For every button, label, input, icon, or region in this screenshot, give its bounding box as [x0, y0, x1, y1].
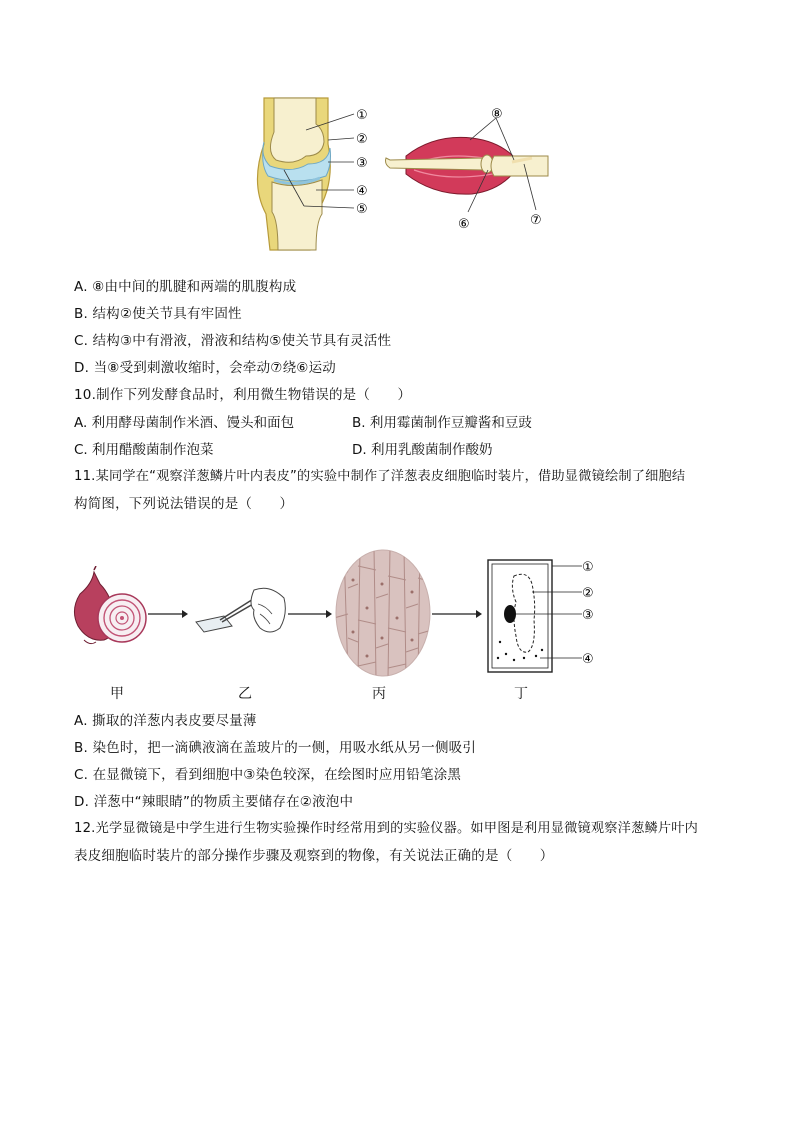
arrow-icon: [148, 608, 188, 620]
q10-option-d: D. 利用乳酸菌制作酸奶: [352, 442, 493, 458]
muscle-label-7: ⑦: [530, 213, 542, 228]
knee-joint-figure: [236, 94, 386, 254]
arrow-icon: [288, 608, 332, 620]
knee-label-2: ②: [356, 132, 368, 147]
q12-stem-line1: 12.光学显微镜是中学生进行生物实验操作时经常用到的实验仪器。如甲图是利用显微镜观察洋葱鳞片叶内: [74, 821, 699, 836]
q9-option-d: D. 当⑧受到刺激收缩时，会牵动⑦绕⑥运动: [74, 360, 336, 376]
microscope-view-figure: [334, 548, 432, 678]
cell-diagram-figure: [484, 554, 604, 678]
caption-yi: 乙: [238, 686, 252, 702]
q9-option-c: C. 结构③中有滑液，滑液和结构⑤使关节具有灵活性: [74, 333, 392, 349]
caption-ding: 丁: [514, 686, 528, 702]
q10-option-b: B. 利用霉菌制作豆瓣酱和豆豉: [352, 415, 532, 431]
cell-label-3: ③: [582, 608, 594, 623]
q11-stem-line1: 11.某同学在“观察洋葱鳞片叶内表皮”的实验中制作了洋葱表皮细胞临时装片，借助显微镜绘制了细胞结: [74, 469, 686, 484]
q10-option-a: A. 利用酵母菌制作米酒、馒头和面包: [74, 415, 295, 431]
muscle-label-8: ⑧: [491, 107, 503, 122]
nucleus: [504, 605, 516, 623]
muscle-bone-figure: [384, 104, 554, 234]
cell-label-1: ①: [582, 560, 594, 575]
onion-cross-section: [98, 594, 146, 642]
q11-option-a: A. 撕取的洋葱内表皮要尽量薄: [74, 713, 257, 729]
tweezers-figure: [194, 584, 290, 644]
q10-option-c: C. 利用醋酸菌制作泡菜: [74, 442, 214, 458]
upper-bone: [386, 158, 485, 170]
q11-stem-line2: 构简图，下列说法错误的是（ ）: [74, 496, 294, 512]
joint-socket-bone: [272, 180, 322, 250]
knee-label-5: ⑤: [356, 202, 368, 217]
q9-option-a: A. ⑧由中间的肌腱和两端的肌腹构成: [74, 279, 297, 295]
q11-option-d: D. 洋葱中“辣眼睛”的物质主要储存在②液泡中: [74, 794, 354, 810]
knee-label-3: ③: [356, 156, 368, 171]
q11-option-b: B. 染色时，把一滴碘液滴在盖玻片的一侧，用吸水纸从另一侧吸引: [74, 740, 477, 756]
onion-figure: [70, 566, 148, 648]
cell-label-4: ④: [582, 652, 594, 667]
knee-label-1: ①: [356, 108, 368, 123]
cell-label-2: ②: [582, 586, 594, 601]
arrow-icon: [432, 608, 482, 620]
q11-option-c: C. 在显微镜下，看到细胞中③染色较深，在绘图时应用铅笔涂黑: [74, 767, 462, 783]
q12-stem-line2: 表皮细胞临时装片的部分操作步骤及观察到的物像，有关说法正确的是（ ）: [74, 848, 554, 864]
q10-stem: 10.制作下列发酵食品时，利用微生物错误的是（ ）: [74, 387, 412, 403]
q9-option-b: B. 结构②使关节具有牢固性: [74, 306, 242, 322]
glass-slide: [196, 616, 232, 632]
muscle-label-6: ⑥: [458, 217, 470, 232]
caption-jia: 甲: [110, 686, 124, 702]
caption-bing: 丙: [372, 686, 386, 702]
knee-label-4: ④: [356, 184, 368, 199]
cell-wall: [488, 560, 552, 672]
joint-head-bone: [270, 98, 324, 162]
